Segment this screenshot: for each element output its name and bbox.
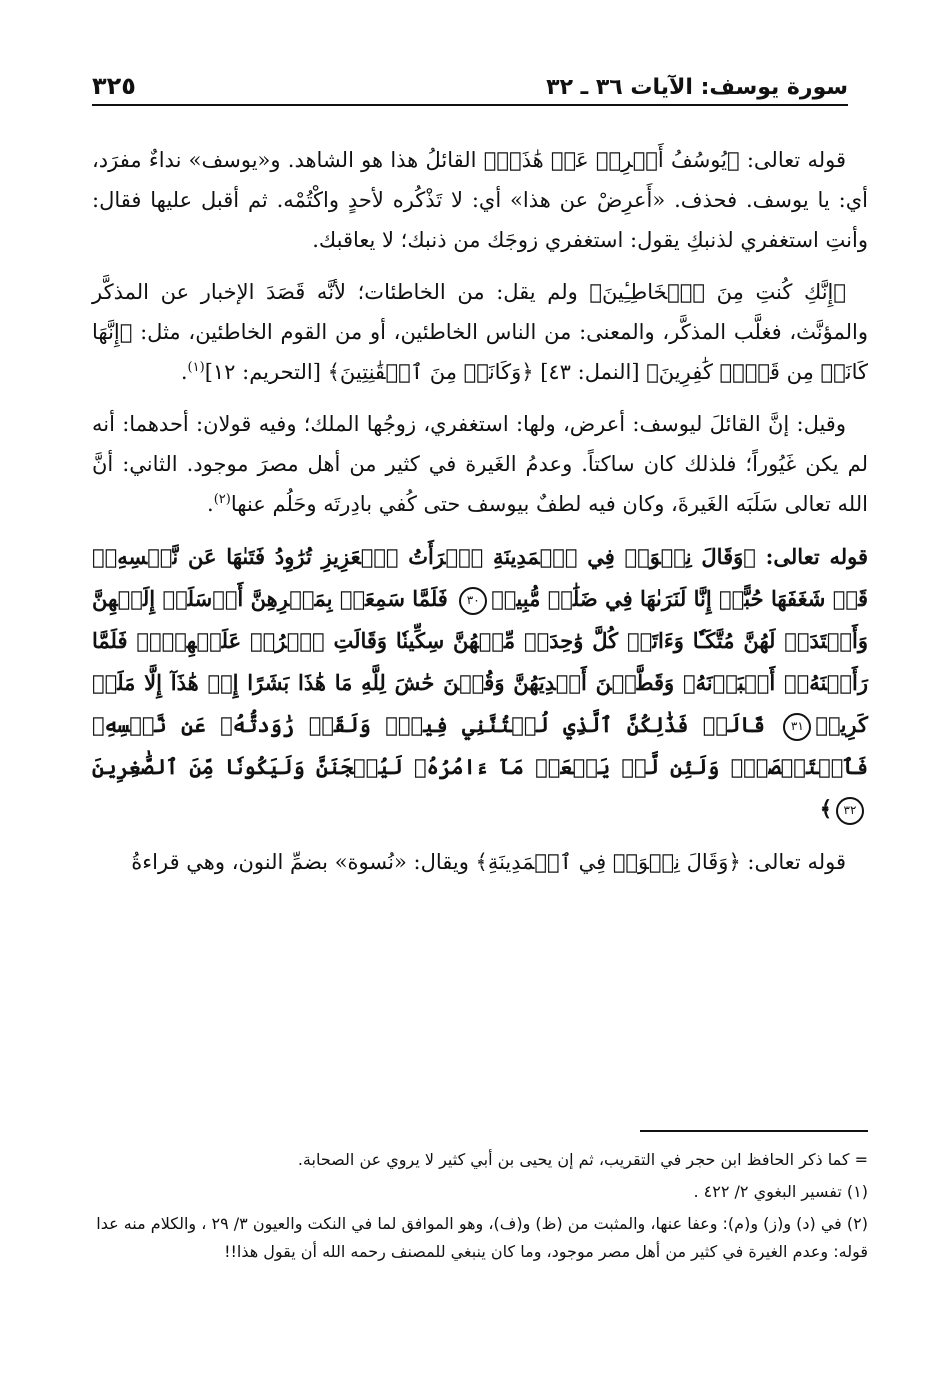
- ayah-number-icon: ٣١: [783, 713, 811, 741]
- text-run: قوله تعالى:: [739, 148, 846, 172]
- verse-text: قَالَتۡ فَذَٰلِكُنَّ ٱلَّذِي لُمۡتُنَّنِي فِيهِۖ وَلَقَدۡ رَٰوَدتُّهُۥ عَن نَّفۡسِهِۦ فَٱسۡتَعۡصَمَۖ وَلَئِن لَّمۡ يَفۡعَلۡ مَآ ءَامُرُهُۥ لَيُسۡجَنَنَّ وَلَيَكُونٗا مِّنَ ٱلصَّٰغِرِينَ: [92, 712, 868, 779]
- verse-reference: [التحريم: ١٢]: [204, 360, 328, 384]
- paragraph-1: [92, 140, 868, 260]
- ayah-number-icon: ٣٢: [836, 797, 864, 825]
- verse-close: ﴾: [819, 796, 832, 821]
- text-run: ولم يقل: من الخاطئات؛ لأنَّه قَصَدَ الإخبار عن المذكَّر والمؤنَّث، فغلَّب المذكَّر، والمعنى: من الناس الخاطئين، أو من القوم الخاطئين، مثل:: [92, 280, 868, 344]
- footnotes: [92, 1146, 868, 1270]
- text-run: .: [180, 360, 188, 384]
- verse-text: ﴿وَقَالَ نِسۡوَةٞ فِي ٱلۡمَدِينَةِ ٱمۡرَأَتُ ٱلۡعَزِيزِ تُرَٰوِدُ فَتَىٰهَا عَن نَّفۡسِهِۦۖ قَدۡ شَغَفَهَا حُبًّاۖ إِنَّا لَنَرَىٰهَا فِي ضَلَٰلٖ مُّبِينٖ: [92, 544, 868, 611]
- paragraph-4: [92, 842, 868, 882]
- text-run: وقيل: إنَّ القائلَ ليوسف: أعرض، ولها: استغفري، زوجُها الملك؛ وفيه قولان: أحدهما: أنه لم يكن غَيُوراً؛ فلذلك كان ساكتاً. وعدمُ الغَيرة في كثير من أهل مصرَ موجود. الثاني: أنَّ الله تعالى سَلَبَه الغَيرةَ، وكان فيه لطفٌ بيوسف حتى كُفي بادِرتَه وحَلُم عنها: [92, 412, 869, 516]
- footnote-1: (١) تفسير البغوي ٢/ ٤٢٢ .: [693, 1182, 868, 1201]
- main-text: [92, 140, 868, 894]
- quran-quote: ﴿إِنَّهَا كَانَتۡ مِن قَوۡمٖ كَٰفِرِينَ﴾: [92, 320, 868, 384]
- footnote-marker: (١): [187, 360, 205, 375]
- footnote-2: (٢) في (د) و(ز) و(م): وعفا عنها، والمثبت من (ظ) و(ف)، وهو الموافق لما في النكت والعيون ٣/ ٢٩ ، والكلام منه عدا قوله: وعدم الغيرة في كثير من أهل مصر موجود، وما كان ينبغي للمصنف رحمه الله أن يقول هذا!!: [96, 1214, 868, 1261]
- text-run: .: [207, 492, 214, 516]
- verse-reference: [النمل: ٤٣]: [533, 360, 647, 384]
- verse-block: [92, 536, 868, 830]
- text-run: ويقال: «نُسوة» بضمِّ النون، وهي قراءةُ: [131, 850, 476, 874]
- footnote-continuation: = كما ذكر الحافظ ابن حجر في التقريب، ثم إن يحيى بن أبي كثير لا يروي عن الصحابة.: [297, 1150, 868, 1169]
- footnote-divider: [640, 1130, 868, 1132]
- text-run: القائلُ هذا هو الشاهد. و«يوسف» نداءٌ مفرَد، أي: يا يوسف. فحذف. «أَعرِضْ عن هذا» أي: لا تَذْكُره لأحدٍ واكْتُمْه. ثم أقبل عليها فقال: وأنتِ استغفري لذنبكِ يقول: استغفري زوجَك من ذنبك؛ لا يعاقبك.: [92, 148, 868, 252]
- paragraph-2: [92, 272, 868, 392]
- text-run: قوله تعالى:: [740, 850, 846, 874]
- quran-quote: ﴿إِنَّكِ كُنتِ مِنَ ٱلۡخَاطِـِٔينَ﴾: [589, 280, 846, 304]
- quran-quote: ﴿يُوسُفُ أَعۡرِضۡ عَنۡ هَٰذَاۚ﴾: [483, 148, 740, 172]
- quran-quote: ﴿وَكَانَتۡ مِنَ ٱلۡقَٰنِتِينَ﴾: [327, 360, 534, 384]
- verse-lead: قوله تعالى:: [755, 544, 868, 569]
- verse-text: فَلَمَّا سَمِعَتۡ بِمَكۡرِهِنَّ أَرۡسَلَتۡ إِلَيۡهِنَّ وَأَعۡتَدَتۡ لَهُنَّ مُتَّكَـٔٗا وَءَاتَتۡ كُلَّ وَٰحِدَةٖ مِّنۡهُنَّ سِكِّينٗا وَقَالَتِ ٱخۡرُجۡ عَلَيۡهِنَّۖ فَلَمَّا رَأَيۡنَهُۥٓ أَكۡبَرۡنَهُۥ وَقَطَّعۡنَ أَيۡدِيَهُنَّ وَقُلۡنَ حَٰشَ لِلَّهِ مَا هَٰذَا بَشَرًا إِنۡ هَٰذَآ إِلَّا مَلَكٞ كَرِيمٞ: [92, 586, 868, 737]
- footnote-marker: (٢): [213, 492, 231, 507]
- paragraph-3: [92, 404, 868, 524]
- running-header: [92, 62, 848, 106]
- ayah-number-icon: ٣٠: [459, 587, 487, 615]
- quran-quote: ﴿وَقَالَ نِسۡوَةٞ فِي ٱلۡمَدِينَةِ﴾: [475, 850, 741, 874]
- page-number: ٣٢٥: [92, 72, 136, 100]
- surah-header-title: سورة يوسف: الآيات ٣٦ ـ ٣٢: [546, 75, 848, 100]
